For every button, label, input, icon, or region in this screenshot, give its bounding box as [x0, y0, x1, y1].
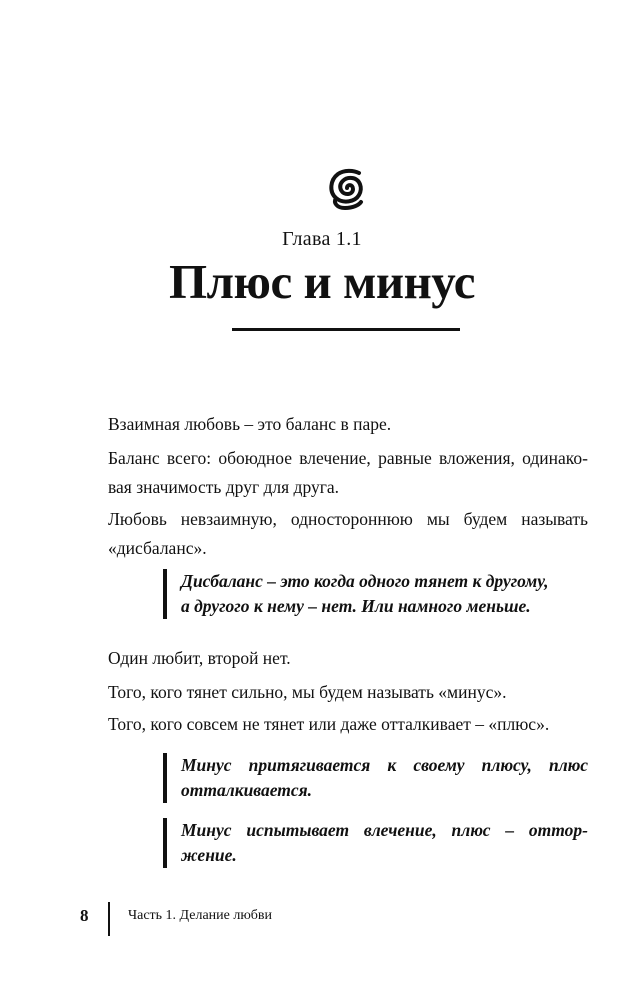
- running-header: Часть 1. Делание любви: [128, 908, 273, 923]
- pull-quote-imbalance: [163, 569, 588, 619]
- chapter-title: Плюс и минус: [168, 254, 476, 309]
- paragraph-line: Любовь невзаимную, одностороннюю мы будем называть: [108, 509, 588, 529]
- page-footer: [0, 902, 644, 938]
- paragraph-line: «дисбаланс».: [108, 538, 207, 558]
- paragraph-text: Один любит, второй нет.: [108, 648, 291, 668]
- paragraph-one-loves: [108, 644, 588, 673]
- chapter-label: Глава 1.1: [282, 228, 362, 250]
- paragraph-text: Того, кого тянет сильно, мы будем называть «минус».: [108, 682, 507, 702]
- footer-divider: [108, 902, 110, 936]
- paragraph-minus-definition: [108, 678, 588, 707]
- quote-line: а другого к нему – нет. Или намного меньше.: [181, 596, 531, 616]
- spiral-icon: [323, 162, 369, 214]
- pull-quote-attraction: [163, 753, 588, 803]
- paragraph-plus-definition: [108, 710, 588, 739]
- paragraph-balance: [108, 444, 588, 502]
- paragraph-line: вая значимость друг для друга.: [108, 477, 340, 497]
- quote-line: отталкивается.: [181, 780, 313, 800]
- quote-line: жение.: [181, 845, 237, 865]
- quote-line: Минус притягивается к своему плюсу, плюс: [181, 755, 588, 775]
- title-divider: [232, 328, 460, 331]
- paragraph-text: Того, кого совсем не тянет или даже отталкивает – «плюс».: [108, 714, 550, 734]
- quote-line: Минус испытывает влечение, плюс – оттор-: [181, 820, 588, 840]
- paragraph-line: Баланс всего: обоюдное влечение, равные вложения, одинако-: [108, 448, 588, 468]
- paragraph-text: Взаимная любовь – это баланс в паре.: [108, 414, 392, 434]
- paragraph-imbalance: [108, 505, 588, 563]
- page-number: 8: [80, 906, 89, 925]
- paragraph-mutual-love: [108, 410, 588, 439]
- pull-quote-desire: [163, 818, 588, 868]
- quote-line: Дисбаланс – это когда одного тянет к другому,: [181, 571, 549, 591]
